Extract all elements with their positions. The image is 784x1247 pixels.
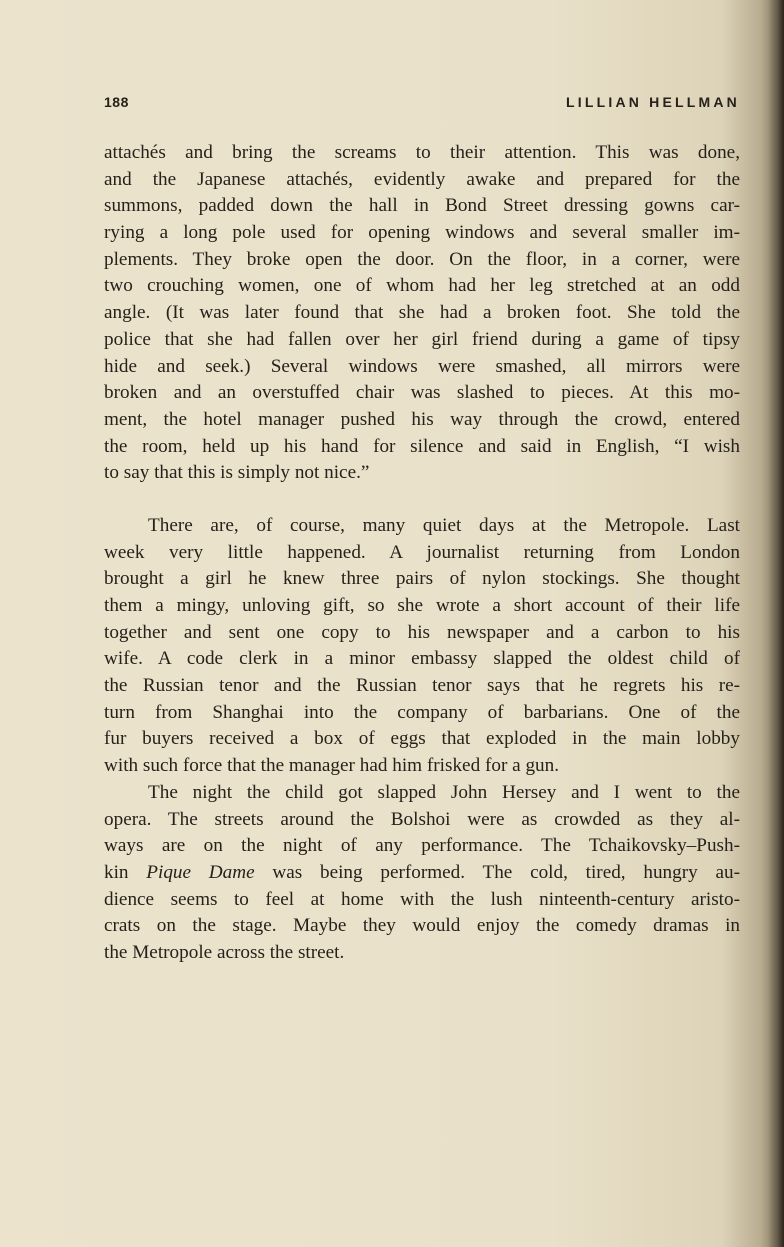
text-line: with such force that the manager had him frisked for a gun. [104, 755, 560, 777]
text-line: turn from Shanghai into the company of barbarians. One of the [104, 701, 740, 723]
text-line: dience seems to feel at home with the lush ninteenth-century aristo- [104, 888, 740, 910]
book-spine-shadow [768, 0, 784, 1247]
text-line: opera. The streets around the Bolshoi were as crowded as they al- [104, 808, 740, 830]
text-line: attachés and bring the screams to their attention. This was done, [104, 142, 740, 163]
text-line: ways are on the night of any performance. The Tchaikovsky–Push- [104, 835, 740, 857]
text-line: them a mingy, unloving gift, so she wrote a short account of their life [104, 595, 740, 616]
text-line: the room, held up his hand for silence and said in English, “I wish [104, 435, 740, 457]
text-line: brought a girl he knew three pairs of nylon stockings. She thought [104, 568, 740, 590]
paragraph-3 [104, 780, 740, 967]
text-fragment: kin [104, 861, 147, 883]
running-head: LILLIAN HELLMAN [566, 94, 740, 110]
text-line: hide and seek.) Several windows were smashed, all mirrors were [104, 355, 740, 377]
text-line: The night the child got slapped John Hersey and I went to the [148, 781, 740, 803]
text-line: rying a long pole used for opening windows and several smaller im- [104, 222, 740, 244]
text-fragment: was being performed. The cold, tired, hungry au- [254, 861, 740, 883]
paragraph-1 [104, 140, 740, 487]
text-line: angle. (It was later found that she had a broken foot. She told the [104, 302, 740, 324]
text-line: to say that this is simply not nice.” [104, 462, 370, 484]
text-line: together and sent one copy to his newspaper and a carbon to his [104, 621, 740, 643]
text-line: ment, the hotel manager pushed his way through the crowd, entered [104, 408, 740, 430]
text-line: wife. A code clerk in a minor embassy slapped the oldest child of [104, 648, 740, 670]
text-line: police that she had fallen over her girl friend during a game of tipsy [104, 328, 740, 350]
page-header [104, 94, 740, 114]
text-line-with-title [104, 860, 740, 887]
opera-title: Pique Dame [146, 861, 255, 883]
text-line: the Russian tenor and the Russian tenor says that he regrets his re- [104, 675, 740, 697]
text-line: broken and an overstuffed chair was slashed to pieces. At this mo- [104, 382, 740, 404]
text-line: week very little happened. A journalist returning from London [104, 541, 740, 563]
paragraph-2 [104, 513, 740, 780]
text-line: crats on the stage. Maybe they would enjoy the comedy dramas in [104, 915, 740, 937]
text-line: the Metropole across the street. [104, 941, 345, 963]
text-line: There are, of course, many quiet days at the Metropole. Last [148, 514, 740, 536]
text-line: summons, padded down the hall in Bond Street dressing gowns car- [104, 195, 740, 217]
page-number: 188 [104, 94, 129, 110]
text-line: fur buyers received a box of eggs that exploded in the main lobby [104, 728, 740, 750]
text-line: two crouching women, one of whom had her leg stretched at an odd [104, 275, 740, 297]
body-text [104, 140, 740, 967]
text-line: and the Japanese attachés, evidently awake and prepared for the [104, 168, 740, 190]
text-line: plements. They broke open the door. On the floor, in a corner, were [104, 248, 740, 270]
